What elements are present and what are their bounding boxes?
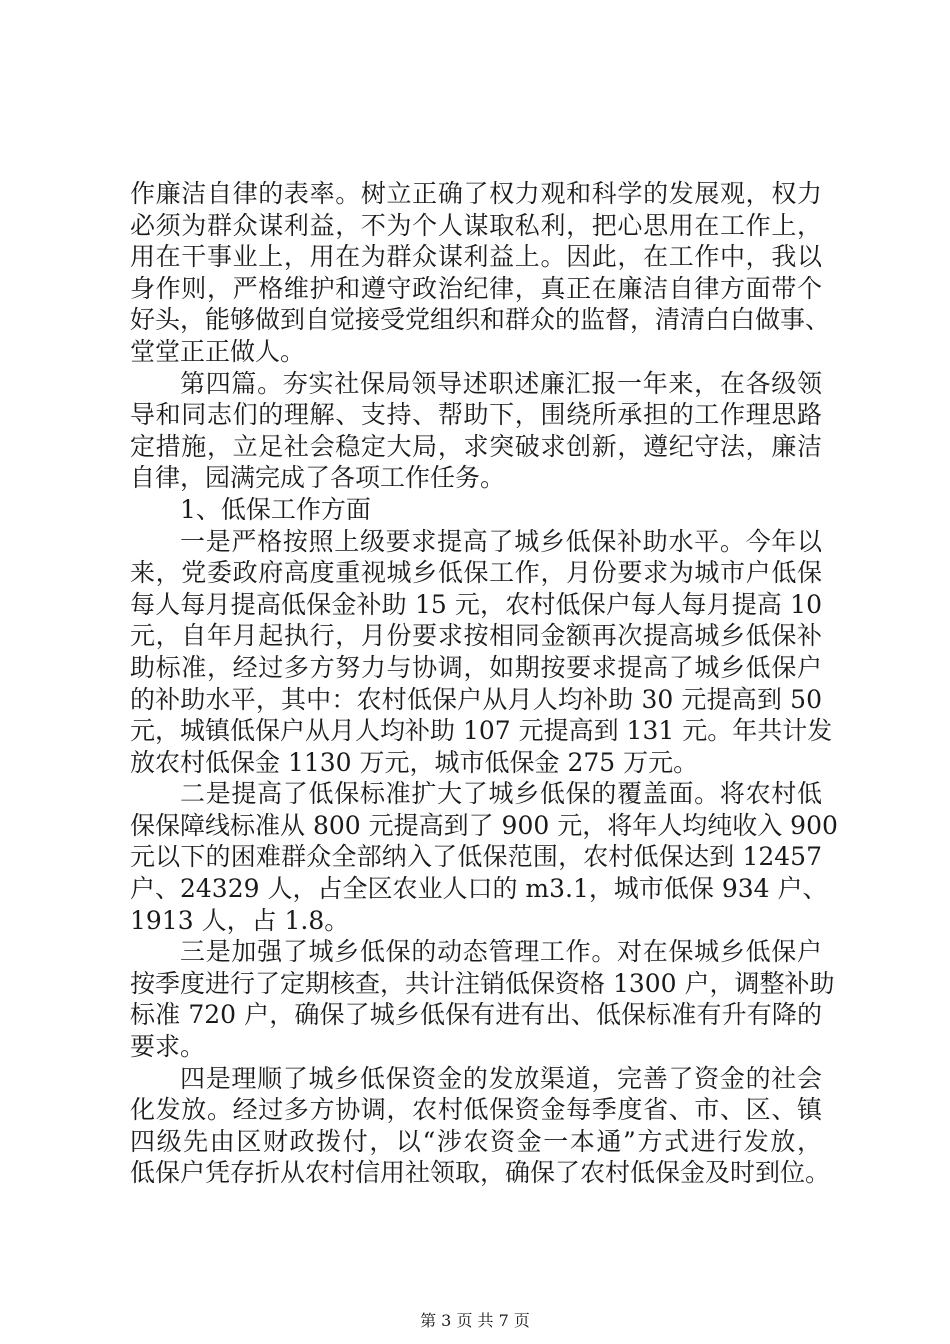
- text-line: 堂堂正正做人。: [130, 336, 306, 366]
- text-line: 四是理顺了城乡低保资金的发放渠道，完善了资金的社会: [180, 1063, 822, 1093]
- text-line: 好头，能够做到自觉接受党组织和群众的监督，清清白白做事、: [130, 305, 831, 335]
- text-line: 第四篇。夯实社保局领导述职述廉汇报一年来，在各级领: [180, 368, 822, 398]
- text-line: 保保障线标准从 800 元提高到了 900 元，将年人均纯收入 900: [130, 810, 838, 840]
- text-line: 四级先由区财政拨付，以“涉农资金一本通”方式进行发放，: [130, 1126, 822, 1156]
- body-text: [130, 178, 838, 1189]
- text-line: 元，自年月起执行，月份要求按相同金额再次提高城乡低保补: [130, 621, 822, 651]
- text-line: 二是提高了低保标准扩大了城乡低保的覆盖面。将农村低: [180, 779, 822, 809]
- text-line: 要求。: [130, 1032, 206, 1062]
- text-line: 化发放。经过多方协调，农村低保资金每季度省、市、区、镇: [130, 1095, 822, 1125]
- text-line: 定措施，立足社会稳定大局，求突破求创新，遵纪守法，廉洁: [130, 431, 822, 461]
- text-line: 一是严格按照上级要求提高了城乡低保补助水平。今年以: [180, 526, 822, 556]
- text-line: 低保户凭存折从农村信用社领取，确保了农村低保金及时到位。: [130, 1158, 831, 1188]
- text-line: 自律，园满完成了各项工作任务。: [130, 463, 506, 493]
- text-line: 用在干事业上，用在为群众谋利益上。因此，在工作中，我以: [130, 242, 822, 272]
- text-line: 作廉洁自律的表率。树立正确了权力观和科学的发展观，权力: [130, 179, 822, 208]
- text-line: 户、24329 人，占全区农业人口的 m3.1，城市低保 934 户、: [130, 874, 828, 904]
- text-line: 三是加强了城乡低保的动态管理工作。对在保城乡低保户: [180, 937, 822, 967]
- text-line: 元，城镇低保户从月人均补助 107 元提高到 131 元。年共计发: [130, 716, 833, 746]
- text-line: 来，党委政府高度重视城乡低保工作，月份要求为城市户低保: [130, 558, 822, 588]
- text-line: 标准 720 户，确保了城乡低保有进有出、低保标准有升有降的: [130, 1000, 822, 1030]
- text-line: 助标准，经过多方努力与协调，如期按要求提高了城乡低保户: [130, 652, 822, 682]
- text-line: 导和同志们的理解、支持、帮助下，围绕所承担的工作理思路: [130, 400, 822, 430]
- text-line: 按季度进行了定期核查，共计注销低保资格 1300 户，调整补助: [130, 968, 835, 998]
- text-line: 每人每月提高低保金补助 15 元，农村低保户每人每月提高 10: [130, 589, 822, 619]
- text-line: 元以下的困难群众全部纳入了低保范围，农村低保达到 12457: [130, 842, 822, 872]
- text-line: 1913 人，占 1.8。: [130, 905, 350, 935]
- text-line: 身作则，严格维护和遵守政治纪律，真正在廉洁自律方面带个: [130, 273, 822, 303]
- text-line: 的补助水平，其中：农村低保户从月人均补助 30 元提高到 50: [130, 684, 822, 714]
- page-number-footer: 第 3 页 共 7 页: [420, 1311, 530, 1330]
- text-line: 放农村低保金 1130 万元，城市低保金 275 万元。: [130, 747, 699, 777]
- section-heading: 1、低保工作方面: [180, 494, 371, 524]
- text-line: 必须为群众谋利益，不为个人谋取私利，把心思用在工作上，: [130, 210, 822, 240]
